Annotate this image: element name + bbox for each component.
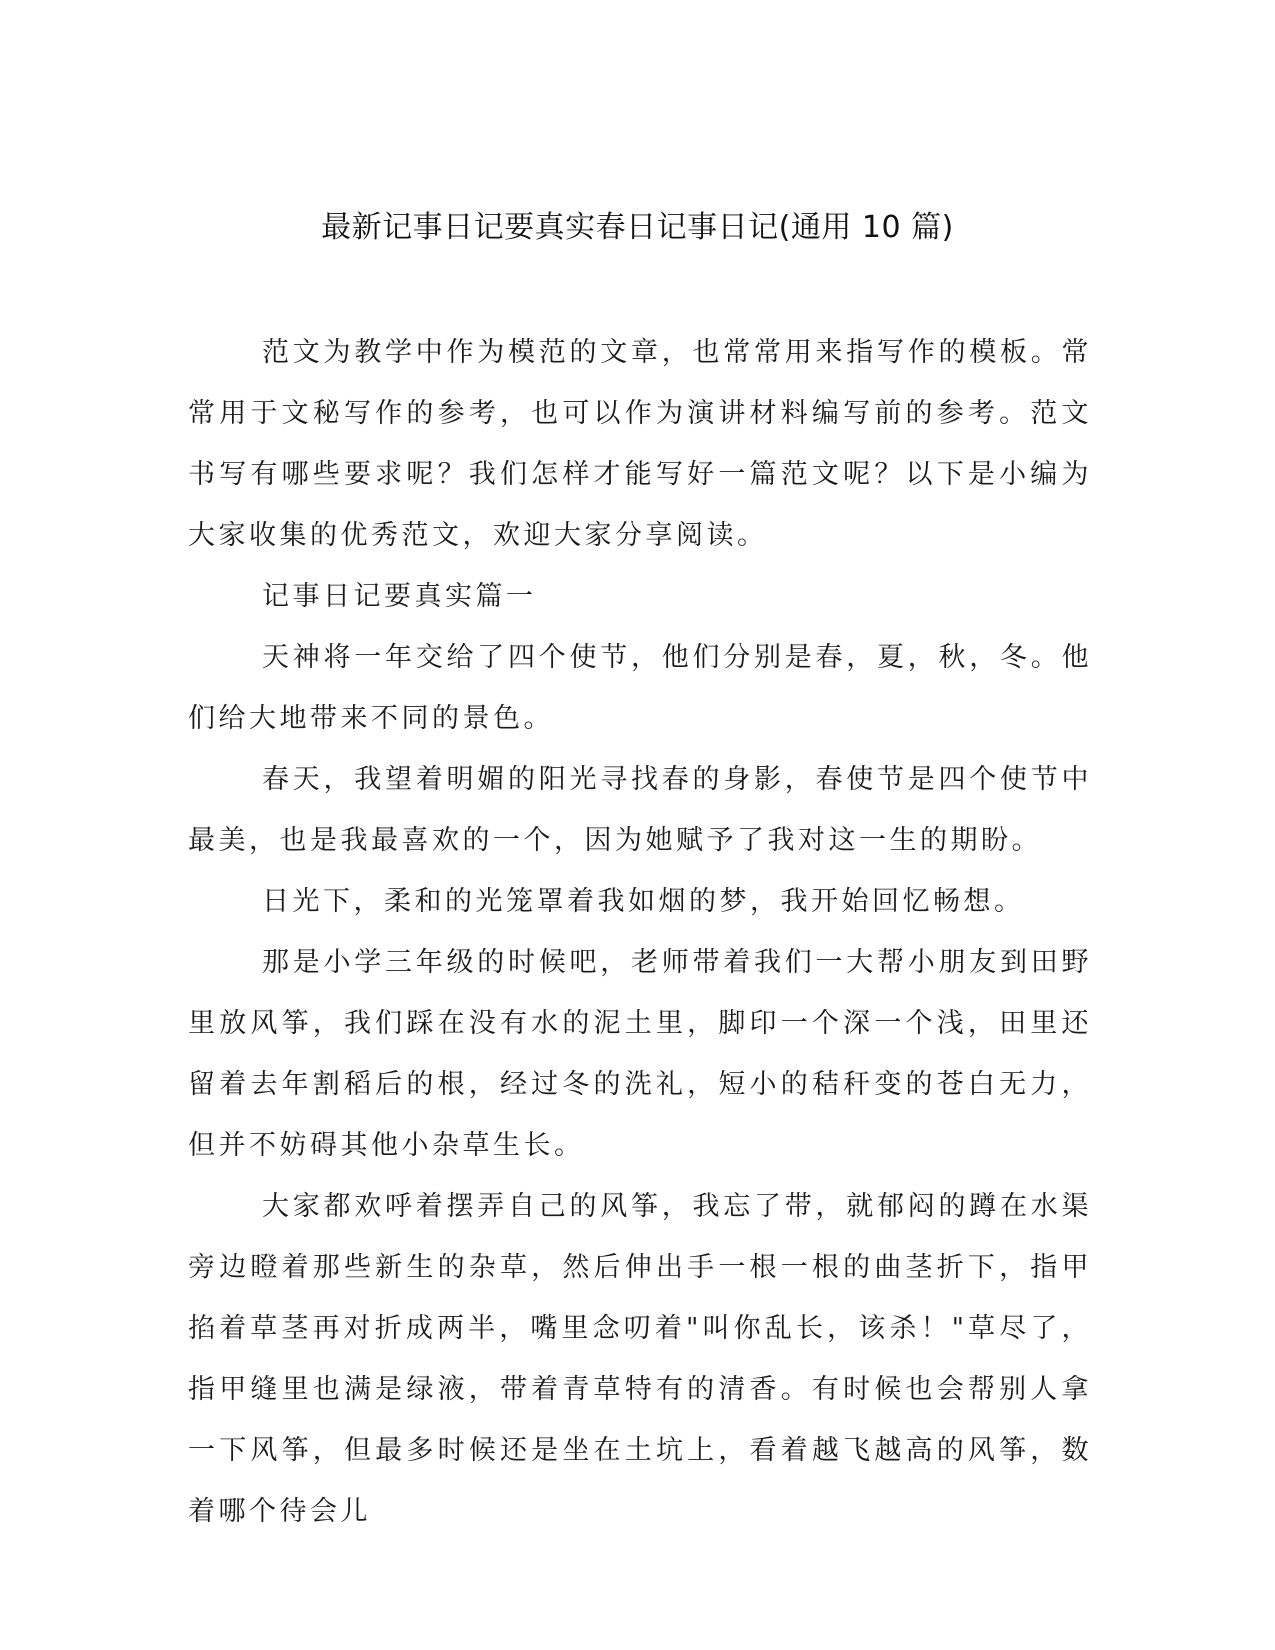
document-body — [188, 322, 1092, 1542]
body-paragraph: 天神将一年交给了四个使节，他们分别是春，夏，秋，冬。他们给大地带来不同的景色。 — [188, 642, 1092, 734]
intro-paragraph: 范文为教学中作为模范的文章，也常常用来指写作的模板。常常用于文秘写作的参考，也可以作为演讲材料编写前的参考。范文书写有哪些要求呢？我们怎样才能写好一篇范文呢？以下是小编为大家收集的优秀范文，欢迎大家分享阅读。 — [188, 337, 1092, 551]
body-paragraph: 那是小学三年级的时候吧，老师带着我们一大帮小朋友到田野里放风筝，我们踩在没有水的泥土里，脚印一个深一个浅，田里还留着去年割稻后的根，经过冬的洗礼，短小的秸秆变的苍白无力，但并不妨碍其他小杂草生长。 — [188, 947, 1092, 1161]
body-paragraph: 日光下，柔和的光笼罩着我如烟的梦，我开始回忆畅想。 — [262, 886, 1025, 917]
section-heading: 记事日记要真实篇一 — [262, 581, 537, 612]
body-paragraph: 大家都欢呼着摆弄自己的风筝，我忘了带，就郁闷的蹲在水渠旁边瞪着那些新生的杂草，然后伸出手一根一根的曲茎折下，指甲掐着草茎再对折成两半，嘴里念叨着"叫你乱长，该杀！"草尽了，指甲缝里也满是绿液，带着青草特有的清香。有时候也会帮别人拿一下风筝，但最多时候还是坐在土坑上，看着越飞越高的风筝，数着哪个待会儿 — [188, 1191, 1092, 1527]
page-title: 最新记事日记要真实春日记事日记(通用 10 篇) — [321, 210, 954, 245]
body-paragraph: 春天，我望着明媚的阳光寻找春的身影，春使节是四个使节中最美，也是我最喜欢的一个，因为她赋予了我对这一生的期盼。 — [188, 764, 1092, 856]
